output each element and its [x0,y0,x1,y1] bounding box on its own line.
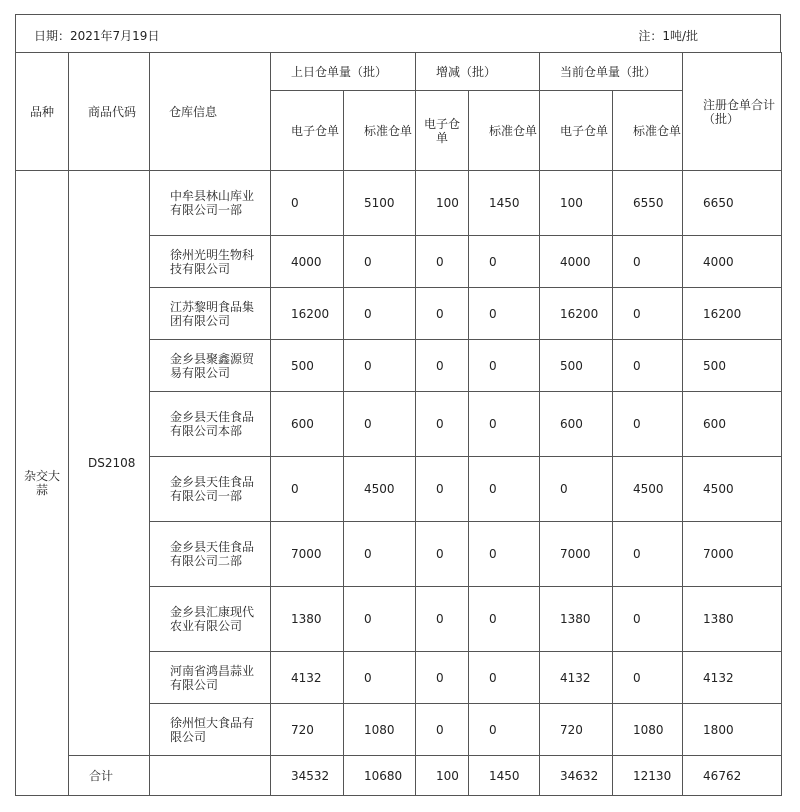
change-standard-cell: 0 [469,587,540,652]
total-cell: 500 [683,340,782,392]
prev-electronic-cell: 0 [271,457,344,522]
warehouse-cell: 徐州光明生物科技有限公司 [150,236,271,288]
change-standard-cell: 0 [469,704,540,756]
total-cell: 600 [683,392,782,457]
prev-standard-cell: 0 [344,340,416,392]
total-cell: 4000 [683,236,782,288]
prev-electronic-cell: 4000 [271,236,344,288]
change-standard-cell: 0 [469,457,540,522]
totals-curr-standard-cell: 12130 [613,756,683,796]
total-cell: 1380 [683,587,782,652]
curr-electronic-cell: 1380 [540,587,613,652]
curr-standard-cell: 6550 [613,171,683,236]
subheader-change-standard: 标准仓单 [469,91,540,171]
totals-warehouse-blank [150,756,271,796]
total-cell: 4500 [683,457,782,522]
curr-electronic-cell: 0 [540,457,613,522]
curr-standard-cell: 0 [613,587,683,652]
warehouse-cell: 金乡县聚鑫源贸易有限公司 [150,340,271,392]
curr-standard-cell: 4500 [613,457,683,522]
change-standard-cell: 0 [469,236,540,288]
total-cell: 4132 [683,652,782,704]
code-cell: DS2108 [69,171,150,756]
subheader-change-electronic: 电子仓单 [416,91,469,171]
header-row-1 [16,53,782,91]
change-electronic-cell: 0 [416,457,469,522]
variety-cell: 杂交大蒜 [16,171,69,796]
prev-standard-cell: 0 [344,522,416,587]
prev-electronic-cell: 7000 [271,522,344,587]
unit-note: 注：1吨/批 [638,29,698,43]
curr-standard-cell: 0 [613,522,683,587]
curr-standard-cell: 0 [613,340,683,392]
prev-standard-cell: 0 [344,288,416,340]
change-electronic-cell: 0 [416,340,469,392]
col-header-prev-group: 上日仓单量（批） [271,53,416,91]
curr-electronic-cell: 100 [540,171,613,236]
prev-standard-cell: 4500 [344,457,416,522]
total-cell: 16200 [683,288,782,340]
table-row [16,171,782,236]
col-header-total: 注册仓单合计（批） [683,53,782,171]
total-cell: 1800 [683,704,782,756]
curr-electronic-cell: 16200 [540,288,613,340]
prev-electronic-cell: 16200 [271,288,344,340]
warehouse-cell: 江苏黎明食品集团有限公司 [150,288,271,340]
curr-standard-cell: 1080 [613,704,683,756]
totals-curr-electronic-cell: 34632 [540,756,613,796]
change-electronic-cell: 0 [416,522,469,587]
warehouse-cell: 金乡县天佳食品有限公司二部 [150,522,271,587]
change-electronic-cell: 100 [416,171,469,236]
totals-row [16,756,782,796]
curr-electronic-cell: 4132 [540,652,613,704]
change-standard-cell: 1450 [469,171,540,236]
curr-standard-cell: 0 [613,392,683,457]
change-electronic-cell: 0 [416,704,469,756]
curr-standard-cell: 0 [613,288,683,340]
totals-prev-electronic-cell: 34532 [271,756,344,796]
col-header-curr-group: 当前仓单量（批） [540,53,683,91]
subheader-prev-electronic: 电子仓单 [271,91,344,171]
prev-standard-cell: 5100 [344,171,416,236]
report-date: 日期：2021年7月19日 [34,29,160,43]
change-electronic-cell: 0 [416,652,469,704]
prev-electronic-cell: 600 [271,392,344,457]
totals-prev-standard-cell: 10680 [344,756,416,796]
totals-change-electronic-cell: 100 [416,756,469,796]
warehouse-cell: 徐州恒大食品有限公司 [150,704,271,756]
prev-standard-cell: 0 [344,236,416,288]
change-standard-cell: 0 [469,340,540,392]
report-info-bar [15,14,781,53]
prev-electronic-cell: 720 [271,704,344,756]
prev-standard-cell: 0 [344,392,416,457]
curr-standard-cell: 0 [613,652,683,704]
prev-electronic-cell: 0 [271,171,344,236]
prev-standard-cell: 0 [344,652,416,704]
col-header-change-group: 增减（批） [416,53,540,91]
change-standard-cell: 0 [469,652,540,704]
col-header-warehouse: 仓库信息 [150,53,271,171]
warehouse-cell: 河南省鸿昌蒜业有限公司 [150,652,271,704]
prev-standard-cell: 0 [344,587,416,652]
totals-change-standard-cell: 1450 [469,756,540,796]
subheader-prev-standard: 标准仓单 [344,91,416,171]
col-header-code: 商品代码 [69,53,150,171]
prev-electronic-cell: 1380 [271,587,344,652]
total-cell: 6650 [683,171,782,236]
curr-electronic-cell: 500 [540,340,613,392]
curr-electronic-cell: 720 [540,704,613,756]
subheader-curr-standard: 标准仓单 [613,91,683,171]
prev-electronic-cell: 4132 [271,652,344,704]
curr-electronic-cell: 4000 [540,236,613,288]
curr-electronic-cell: 7000 [540,522,613,587]
curr-standard-cell: 0 [613,236,683,288]
curr-electronic-cell: 600 [540,392,613,457]
change-standard-cell: 0 [469,522,540,587]
totals-label: 合计 [69,756,150,796]
prev-standard-cell: 1080 [344,704,416,756]
warehouse-cell: 金乡县汇康现代农业有限公司 [150,587,271,652]
total-cell: 7000 [683,522,782,587]
change-electronic-cell: 0 [416,288,469,340]
change-standard-cell: 0 [469,392,540,457]
subheader-curr-electronic: 电子仓单 [540,91,613,171]
warehouse-receipt-report [15,14,781,798]
change-electronic-cell: 0 [416,587,469,652]
totals-total-cell: 46762 [683,756,782,796]
receipt-table [15,52,782,796]
col-header-variety: 品种 [16,53,69,171]
warehouse-cell: 金乡县天佳食品有限公司一部 [150,457,271,522]
prev-electronic-cell: 500 [271,340,344,392]
warehouse-cell: 中牟县林山库业有限公司一部 [150,171,271,236]
change-standard-cell: 0 [469,288,540,340]
change-electronic-cell: 0 [416,236,469,288]
warehouse-cell: 金乡县天佳食品有限公司本部 [150,392,271,457]
change-electronic-cell: 0 [416,392,469,457]
